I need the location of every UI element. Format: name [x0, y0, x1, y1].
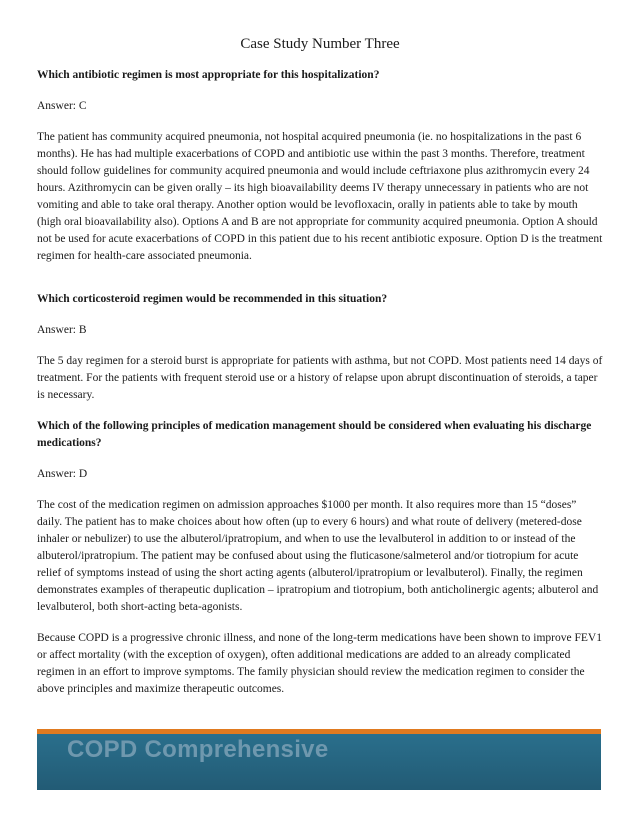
question-2: Which corticosteroid regimen would be recommended in this situation? [37, 293, 388, 305]
explanation-3b: Because COPD is a progressive chronic illness, and none of the long-term medications have been shown to improve FEV1 or affect mortality (with the exception of oxygen), often additional medications are added to an already complicated regimen in an effort to improve symptoms. The family physician should review the medication regimen to consider the above principles and maximize therapeutic outcomes. [37, 632, 602, 695]
question-3: Which of the following principles of medication management should be considered when evaluating his discharge medications? [37, 420, 592, 449]
answer-3: Answer: D [37, 468, 88, 480]
question-1: Which antibiotic regimen is most appropriate for this hospitalization? [37, 69, 380, 81]
answer-2: Answer: B [37, 324, 87, 336]
document-body [37, 36, 603, 698]
banner-logo-text: COPD Comprehensive [67, 736, 329, 763]
answer-1: Answer: C [37, 100, 87, 112]
footer-banner [37, 734, 601, 790]
explanation-1: The patient has community acquired pneumonia, not hospital acquired pneumonia (ie. no hospitalizations in the past 6 months). He has had multiple exacerbations of COPD and antibiotic use within the past 3 months. Therefore, treatment should follow guidelines for community acquired pneumonia and would include ceftriaxone plus azithromycin every 24 hours. Azithromycin can be given orally – its high bioavailability deems IV therapy unnecessary in patients who are not vomiting and able to take oral therapy. Another option would be levofloxacin, orally in patients able to take by mouth (high oral bioavailability also). Options A and B are not appropriate for community acquired pneumonia. Option A should not be used for acute exacerbations of COPD in this patient due to his recent antibiotic exposure. Option D is the treatment regimen for health-care associated pneumonia. [37, 131, 603, 262]
explanation-2: The 5 day regimen for a steroid burst is appropriate for patients with asthma, but not COPD. Most patients need 14 days of treatment. For the patients with frequent steroid use or a history of relapse upon abrupt discontinuation of steroids, a taper is necessary. [37, 355, 603, 401]
page-title: Case Study Number Three [240, 36, 400, 52]
explanation-3a: The cost of the medication regimen on admission approaches $1000 per month. It also requires more than 15 “doses” daily. The patient has to make choices about how often (up to every 6 hours) and what route of delivery (metered-dose inhaler or nebulizer) to use the albuterol/ipratropium, and when to use the levalbuterol in addition to or instead of the albuterol/ipratropium. The patient may be confused about using the fluticasone/salmeterol and/or tiotropium for acute relief of symptoms instead of using the short acting agents (albuterol/ipratropium or levalbuterol). Finally, the regimen demonstrates examples of therapeutic duplication – ipratropium and tiotropium, both anticholinergic agents; albuterol and levalbuterol, both short-acting beta-agonists. [37, 499, 599, 613]
